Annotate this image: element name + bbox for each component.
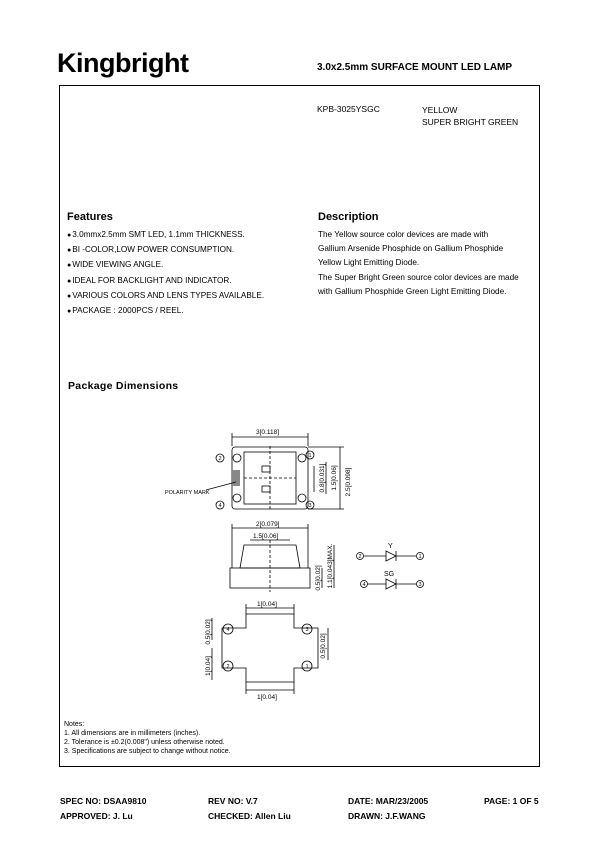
circuit-y-label: Y — [388, 543, 393, 550]
pin-label: 3 — [308, 503, 312, 509]
feature-item: ● 3.0mmx2.5mm SMT LED, 1.1mm THICKNESS. — [67, 228, 264, 243]
bottom-view — [212, 604, 328, 694]
feature-item: ● BI -COLOR,LOW POWER CONSUMPTION. — [67, 243, 264, 258]
footer-rev-no: REV NO: V.7 — [208, 796, 258, 806]
dim-top-width: 3[0.118] — [256, 429, 280, 436]
description-heading: Description — [318, 211, 379, 223]
description-line: Gallium Arsenide Phosphide on Gallium Phosphide — [318, 244, 504, 254]
footer-page: PAGE: 1 OF 5 — [484, 796, 539, 806]
notes-title: Notes: — [64, 721, 85, 728]
footer-checked: CHECKED: Allen Liu — [208, 811, 291, 821]
dim-side-width: 2[0.079] — [256, 521, 280, 528]
dim-side-max: 1.1[0.043]MAX. — [327, 543, 334, 589]
dim-pad-b: 0.8[0.031] — [319, 463, 326, 493]
pin-label: 3 — [305, 627, 309, 633]
pin-label: 4 — [218, 503, 222, 509]
footer-approved: APPROVED: J. Lu — [60, 811, 133, 821]
pin-label: 4 — [226, 627, 230, 633]
footer-drawn: DRAWN: J.F.WANG — [348, 811, 426, 821]
description-line: The Super Bright Green source color devices are made — [318, 272, 519, 282]
dim-bottom-bottom: 1[0.04] — [257, 694, 277, 701]
document-title: 3.0x2.5mm SURFACE MOUNT LED LAMP — [317, 62, 513, 73]
description-line: Yellow Light Emitting Diode. — [318, 258, 420, 268]
package-heading: Package Dimensions — [68, 380, 179, 392]
pin-label: 1 — [305, 664, 309, 670]
circuit-diagram — [357, 551, 424, 589]
part-number: KPB-3025YSGC — [317, 104, 380, 114]
description-line: with Gallium Phosphide Green Light Emitting Diode. — [318, 286, 507, 296]
notes — [64, 720, 231, 756]
pin-label: 1 — [308, 453, 312, 459]
feature-item: ● WIDE VIEWING ANGLE. — [67, 258, 264, 273]
dim-bottom-top: 1[0.04] — [257, 601, 277, 608]
pin-label: 1 — [418, 554, 422, 560]
note-item: 2. Tolerance is ±0.2(0.008") unless otherwise noted. — [64, 739, 225, 746]
footer-date: DATE: MAR/23/2005 — [348, 796, 429, 806]
dim-pad-a: 1.5[0.06] — [331, 465, 338, 491]
note-item: 3. Specifications are subject to change without notice. — [64, 748, 231, 755]
dim-bottom-left-a: 0.5[0.02] — [205, 619, 212, 645]
pin-label: 4 — [362, 582, 366, 588]
dim-side-inner: 1.5[0.06] — [253, 533, 279, 540]
description-line: The Yellow source color devices are made with — [318, 230, 489, 239]
dim-side-height: 2.5[0.098] — [345, 467, 352, 497]
note-item: 1. All dimensions are in millimeters (inches). — [64, 730, 201, 737]
feature-item: ● VARIOUS COLORS AND LENS TYPES AVAILABLE. — [67, 289, 264, 304]
dim-bottom-right: 0.5[0.02] — [320, 633, 327, 659]
features-heading: Features — [67, 211, 113, 223]
part-color-2: SUPER BRIGHT GREEN — [422, 117, 519, 127]
pin-label: 2 — [218, 456, 222, 462]
pin-label: 3 — [418, 582, 422, 588]
dim-side-base: 0.5[0.02] — [315, 565, 322, 591]
brand-logo: Kingbright — [57, 48, 189, 78]
footer-spec-no: SPEC NO: DSAA9810 — [60, 796, 147, 806]
feature-item: ● PACKAGE : 2000PCS / REEL. — [67, 304, 264, 319]
part-color-1: YELLOW — [422, 105, 458, 115]
polarity-mark-label: POLARITY MARK — [165, 490, 210, 496]
pin-label: 2 — [358, 554, 362, 560]
circuit-sg-label: SG — [384, 571, 395, 578]
feature-item: ● IDEAL FOR BACKLIGHT AND INDICATOR. — [67, 274, 264, 289]
dim-bottom-left-b: 1[0.04] — [205, 656, 212, 676]
pin-label: 2 — [226, 664, 230, 670]
